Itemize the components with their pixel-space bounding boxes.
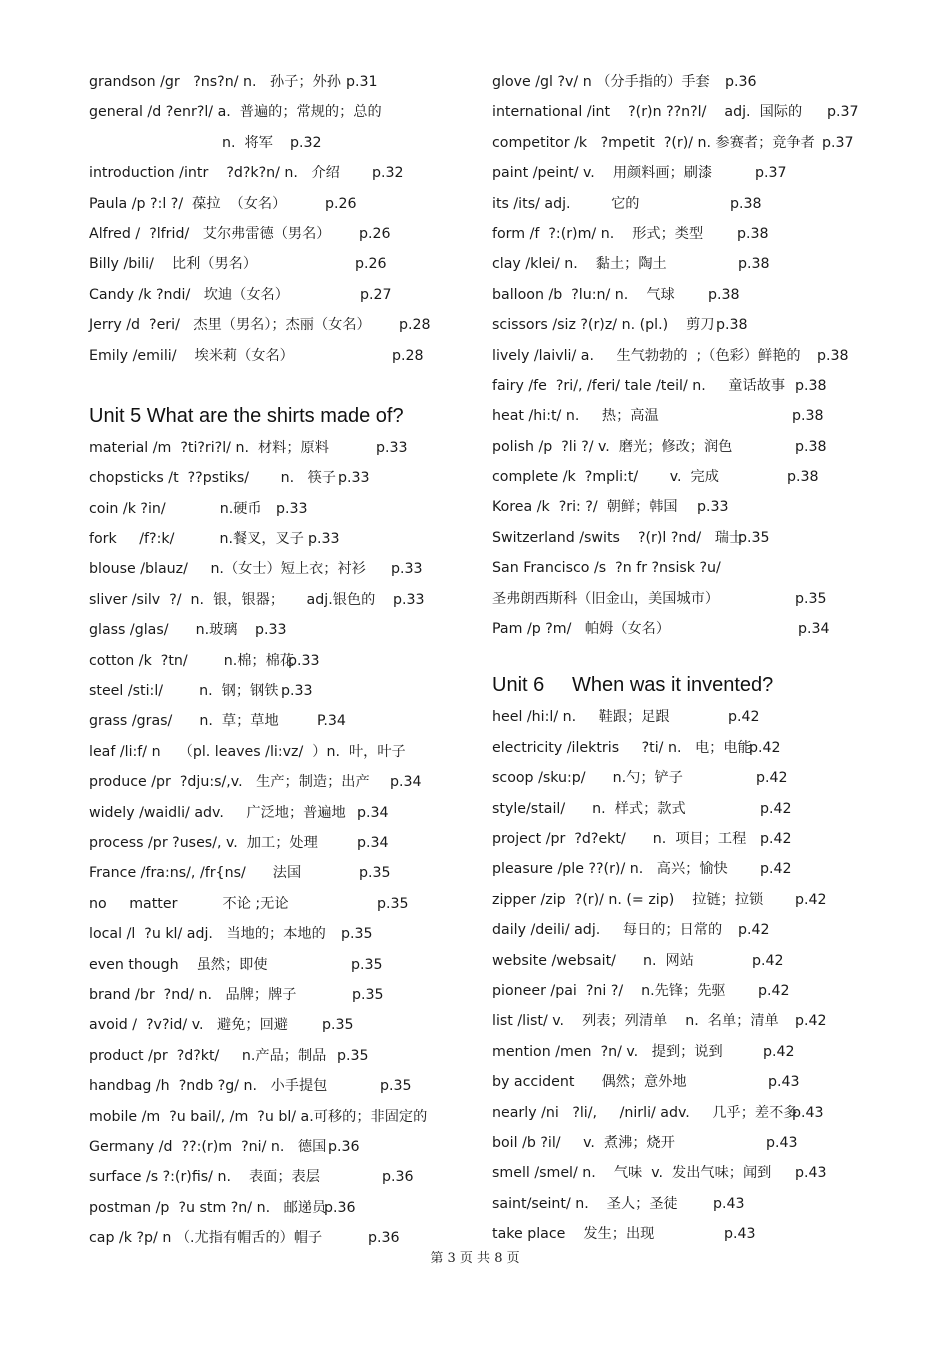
vocab-entry-page: p.34 xyxy=(390,774,422,791)
vocab-entry xyxy=(492,1037,932,1067)
vocab-entry-page: p.42 xyxy=(795,1013,827,1030)
vocab-entry xyxy=(492,401,932,431)
vocab-entry-text: scoop /sku:p/ n.勺；铲子 xyxy=(492,770,683,787)
vocab-entry-page: p.38 xyxy=(716,317,748,334)
vocab-entry xyxy=(492,523,932,553)
vocab-entry xyxy=(492,1067,932,1097)
vocab-entry xyxy=(89,158,479,188)
unit6-heading: Unit 6 When was it invented? xyxy=(492,674,774,697)
vocab-entry-text: Alfred / ?lfrid/ 艾尔弗雷德（男名） xyxy=(89,225,331,242)
vocab-entry xyxy=(492,794,932,824)
vocab-entry-text: Paula /p ?:l ?/ 葆拉 （女名） xyxy=(89,195,287,212)
vocab-entry xyxy=(89,980,479,1010)
vocab-entry-page: p.43 xyxy=(724,1226,756,1243)
vocab-entry xyxy=(89,494,479,524)
vocab-entry-text: mobile /m ?u bail/, /m ?u bl/ a.可移的；非固定的 xyxy=(89,1108,428,1125)
vocab-entry-page: P.34 xyxy=(317,713,346,730)
vocab-entry-page: p.26 xyxy=(355,256,387,273)
vocab-entry-page: p.35 xyxy=(337,1047,369,1064)
vocab-entry-text: boil /b ?il/ v. 煮沸；烧开 xyxy=(492,1134,675,1151)
vocab-entry-page: p.42 xyxy=(756,770,788,787)
vocab-entry-text: no matter 不论 ;无论 xyxy=(89,895,289,912)
vocab-entry-text: avoid / ?v?id/ v. 避免；回避 xyxy=(89,1017,288,1034)
vocab-entry xyxy=(492,1158,932,1188)
vocab-entry-page: p.35 xyxy=(351,956,383,973)
vocab-entry xyxy=(492,824,932,854)
vocab-entry-page: p.33 xyxy=(376,439,408,456)
vocab-entry-text: brand /br ?nd/ n. 品牌；牌子 xyxy=(89,986,297,1003)
vocab-entry xyxy=(89,280,479,310)
vocab-entry xyxy=(492,371,932,401)
vocab-entry-page: p.33 xyxy=(338,470,370,487)
vocab-entry-text: 圣弗朗西斯科（旧金山，美国城市） xyxy=(492,590,720,607)
vocab-entry-text: chopsticks /t ??pstiks/ n. 筷子 xyxy=(89,470,336,487)
vocab-entry-page: p.26 xyxy=(359,225,391,242)
vocab-entry xyxy=(492,1189,932,1219)
vocab-entry-text: cotton /k ?tn/ n.棉；棉花 xyxy=(89,652,294,669)
vocab-entry-text: widely /waidli/ adv. 广泛地；普遍地 xyxy=(89,804,346,821)
vocab-entry-page: p.43 xyxy=(713,1195,745,1212)
vocab-entry-text: handbag /h ?ndb ?g/ n. 小手提包 xyxy=(89,1078,328,1095)
vocab-entry xyxy=(89,798,479,828)
unit5-heading: Unit 5 What are the shirts made of? xyxy=(89,404,404,427)
vocab-entry xyxy=(89,341,479,371)
vocab-entry xyxy=(492,1128,932,1158)
vocab-entry-page: p.38 xyxy=(708,286,740,303)
vocab-entry-text: list /list/ v. 列表；列清单 n. 名单；清单 xyxy=(492,1013,779,1030)
vocab-entry xyxy=(492,733,932,763)
vocab-entry-page: p.36 xyxy=(382,1169,414,1186)
vocab-entry-text: process /pr ?uses/, v. 加工；处理 xyxy=(89,834,318,851)
vocab-entry xyxy=(89,615,479,645)
vocab-entry-text: product /pr ?d?kt/ n.产品；制品 xyxy=(89,1047,327,1064)
vocab-entry-text: balloon /b ?lu:n/ n. 气球 xyxy=(492,286,675,303)
vocab-entry-text: project /pr ?d?ekt/ n. 项目；工程 xyxy=(492,830,747,847)
vocab-entry xyxy=(492,128,932,158)
vocab-entry xyxy=(89,1132,479,1162)
vocab-entry-page: p.38 xyxy=(817,347,849,364)
vocab-entry-page: p.28 xyxy=(392,347,424,364)
vocab-entry xyxy=(492,584,932,614)
vocab-entry xyxy=(89,1041,479,1071)
vocab-entry-page: p.27 xyxy=(360,286,392,303)
vocab-entry-page: p.35 xyxy=(380,1078,412,1095)
vocab-entry-text: its /its/ adj. 它的 xyxy=(492,195,640,212)
vocab-entry xyxy=(492,946,932,976)
vocab-entry-page: p.43 xyxy=(792,1104,824,1121)
vocab-entry xyxy=(492,614,932,644)
vocab-entry-page: p.35 xyxy=(738,529,770,546)
vocab-entry-page: p.42 xyxy=(752,952,784,969)
vocab-entry-page: p.38 xyxy=(730,195,762,212)
vocab-entry xyxy=(492,702,932,732)
vocab-entry-page: p.34 xyxy=(357,834,389,851)
left-column xyxy=(89,67,479,1253)
vocab-entry-page: p.33 xyxy=(276,500,308,517)
vocab-entry-text: Emily /emili/ 埃米莉（女名） xyxy=(89,347,294,364)
vocab-entry xyxy=(89,1193,479,1223)
vocab-entry xyxy=(492,1006,932,1036)
vocab-entry-page: p.37 xyxy=(755,165,787,182)
vocab-entry xyxy=(492,97,932,127)
vocab-entry xyxy=(89,433,479,463)
vocab-entry-text: local /l ?u kl/ adj. 当地的；本地的 xyxy=(89,926,326,943)
vocab-entry-page: p.37 xyxy=(822,134,854,151)
vocab-entry-text: Switzerland /swits ?(r)l ?nd/ 瑞士 xyxy=(492,529,744,546)
vocab-entry-page: p.38 xyxy=(738,256,770,273)
vocab-entry-page: p.38 xyxy=(737,225,769,242)
vocab-entry xyxy=(89,828,479,858)
vocab-list-unit6 xyxy=(492,702,932,1249)
vocab-entry-page: p.36 xyxy=(324,1199,356,1216)
vocab-entry xyxy=(89,219,479,249)
vocab-entry xyxy=(492,310,932,340)
vocab-entry-page: p.36 xyxy=(328,1138,360,1155)
vocab-entry-text: international /int ?(r)n ??n?l/ adj. 国际的 xyxy=(492,104,803,121)
vocab-entry-text: paint /peint/ v. 用颜料画；刷漆 xyxy=(492,165,713,182)
vocab-entry-page: p.42 xyxy=(758,982,790,999)
vocab-entry-page: p.38 xyxy=(787,469,819,486)
vocab-entry xyxy=(492,553,932,583)
vocab-entry-text: website /websait/ n. 网站 xyxy=(492,952,694,969)
vocab-entry xyxy=(492,1098,932,1128)
vocab-entry xyxy=(89,585,479,615)
vocab-entry xyxy=(492,67,932,97)
vocab-entry-page: p.34 xyxy=(357,804,389,821)
vocab-entry-page: p.43 xyxy=(766,1134,798,1151)
vocab-entry-text: fork /f?:k/ n.餐叉，叉子 xyxy=(89,531,304,548)
vocab-entry-text: grandson /gr ?ns?n/ n. 孙子；外孙 xyxy=(89,74,341,90)
vocab-entry-text: steel /sti:l/ n. 钢；钢铁 xyxy=(89,683,279,700)
vocab-entry-text: style/stail/ n. 样式；款式 xyxy=(492,800,686,817)
vocab-entry-page: p.28 xyxy=(399,317,431,334)
vocab-entry xyxy=(492,854,932,884)
vocab-entry xyxy=(492,763,932,793)
vocab-entry-page: p.33 xyxy=(697,499,729,516)
vocab-entry xyxy=(492,341,932,371)
vocab-entry-text: smell /smel/ n. 气味 v. 发出气味；闻到 xyxy=(492,1165,772,1182)
vocab-entry-page: p.36 xyxy=(368,1230,400,1247)
vocab-entry-page: p.32 xyxy=(372,165,404,182)
vocab-entry xyxy=(89,189,479,219)
vocab-entry-page: p.33 xyxy=(308,531,340,548)
vocab-entry-page: p.42 xyxy=(760,800,792,817)
vocab-entry xyxy=(492,915,932,945)
spacer xyxy=(89,371,479,399)
vocab-entry-text: Pam /p ?m/ 帕姆（女名） xyxy=(492,621,671,638)
vocab-entry-page: p.35 xyxy=(359,865,391,882)
vocab-entry-page: p.36 xyxy=(725,74,757,90)
vocab-entry-text: fairy /fe ?ri/, /feri/ tale /teil/ n. 童话故事 xyxy=(492,377,786,394)
vocab-entry xyxy=(492,158,932,188)
vocab-entry-text: by accident 偶然；意外地 xyxy=(492,1074,687,1091)
vocab-entry-text: Billy /bili/ 比利（男名） xyxy=(89,256,258,273)
right-column xyxy=(492,67,932,1249)
vocab-entry xyxy=(89,249,479,279)
vocab-entry-page: p.38 xyxy=(795,438,827,455)
vocab-entry xyxy=(492,189,932,219)
vocab-entry-text: San Francisco /s ?n fr ?nsisk ?u/ xyxy=(492,560,721,577)
vocab-entry-text: France /fra:ns/, /fr{ns/ 法国 xyxy=(89,865,302,882)
vocab-entry-page: p.37 xyxy=(827,104,859,121)
vocab-entry-page: p.26 xyxy=(325,195,357,212)
vocab-entry-text: pleasure /ple ??(r)/ n. 高兴；愉快 xyxy=(492,861,728,878)
vocab-entry xyxy=(89,706,479,736)
vocab-entry-text: glass /glas/ n.玻璃 xyxy=(89,622,238,639)
vocab-entry-page: p.35 xyxy=(322,1017,354,1034)
vocab-entry-text: produce /pr ?dju:s/,v. 生产；制造；出产 xyxy=(89,774,370,791)
vocab-entry xyxy=(89,97,479,127)
vocab-list-top-left xyxy=(89,67,479,371)
vocab-entry-page: p.35 xyxy=(341,926,373,943)
vocab-entry xyxy=(89,1071,479,1101)
vocab-entry-page: p.33 xyxy=(255,622,287,639)
vocab-entry-page: p.33 xyxy=(281,683,313,700)
vocab-entry xyxy=(89,310,479,340)
vocab-entry-page: p.35 xyxy=(795,590,827,607)
vocab-entry-text: scissors /siz ?(r)z/ n. (pl.) 剪刀 xyxy=(492,317,715,334)
vocab-entry xyxy=(89,524,479,554)
vocab-entry xyxy=(492,249,932,279)
vocab-entry-text: n. 将军 xyxy=(222,134,273,151)
vocab-entry-page: p.34 xyxy=(798,621,830,638)
vocab-entry-text: polish /p ?li ?/ v. 磨光；修改；润色 xyxy=(492,438,733,455)
vocab-entry xyxy=(89,554,479,584)
vocab-entry-text: form /f ?:(r)m/ n. 形式；类型 xyxy=(492,225,704,242)
vocab-entry-text: Germany /d ??:(r)m ?ni/ n. 德国 xyxy=(89,1138,327,1155)
vocab-entry-text: zipper /zip ?(r)/ n. (= zip) 拉链；拉锁 xyxy=(492,891,764,908)
vocab-entry-page: p.42 xyxy=(738,922,770,939)
vocab-entry-page: p.42 xyxy=(728,709,760,726)
vocab-entry-text: cap /k ?p/ n （.尤指有帽舌的）帽子 xyxy=(89,1230,323,1247)
vocab-entry-page: p.42 xyxy=(795,891,827,908)
vocab-entry xyxy=(89,67,479,97)
vocab-entry xyxy=(89,1162,479,1192)
vocab-entry-text: Jerry /d ?eri/ 杰里（男名）；杰丽（女名） xyxy=(89,317,371,334)
vocab-entry-text: coin /k ?in/ n.硬币 xyxy=(89,500,262,517)
vocab-entry-text: sliver /silv ?/ n. 银，银器； adj.银色的 xyxy=(89,591,376,608)
vocab-list-top-right xyxy=(492,67,932,644)
vocab-entry-text: take place 发生；出现 xyxy=(492,1226,655,1243)
vocab-entry xyxy=(492,492,932,522)
vocab-entry-text: heel /hi:l/ n. 鞋跟；足跟 xyxy=(492,709,670,726)
vocab-entry-page: p.31 xyxy=(346,74,378,90)
vocab-entry-text: electricity /ilektris ?ti/ n. 电；电能 xyxy=(492,739,752,756)
vocab-entry-text: Candy /k ?ndi/ 坎迪（女名） xyxy=(89,286,289,303)
vocab-entry-page: p.33 xyxy=(288,652,320,669)
vocab-entry-text: complete /k ?mpli:t/ v. 完成 xyxy=(492,469,719,486)
vocab-entry-text: even though 虽然；即使 xyxy=(89,956,268,973)
vocab-entry xyxy=(89,128,479,158)
vocab-entry-text: grass /gras/ n. 草；草地 xyxy=(89,713,279,730)
vocab-entry xyxy=(492,885,932,915)
vocab-entry xyxy=(89,950,479,980)
vocab-entry-text: postman /p ?u stm ?n/ n. 邮递员 xyxy=(89,1199,327,1216)
vocab-entry-text: surface /s ?:(r)fis/ n. 表面；表层 xyxy=(89,1169,320,1186)
vocab-entry-page: p.43 xyxy=(795,1165,827,1182)
vocab-entry-text: pioneer /pai ?ni ?/ n.先锋；先驱 xyxy=(492,982,726,999)
vocab-entry xyxy=(89,1010,479,1040)
vocab-entry-page: p.42 xyxy=(763,1043,795,1060)
vocab-entry-page: p.42 xyxy=(760,830,792,847)
vocab-entry-page: p.43 xyxy=(768,1074,800,1091)
vocab-entry xyxy=(89,919,479,949)
spacer xyxy=(492,644,932,668)
vocab-entry-text: general /d ?enr?l/ a. 普遍的；常规的；总的 xyxy=(89,104,382,121)
vocab-entry-page: p.38 xyxy=(792,408,824,425)
vocab-entry xyxy=(492,280,932,310)
vocab-entry-text: introduction /intr ?d?k?n/ n. 介绍 xyxy=(89,165,340,182)
vocab-entry-text: glove /gl ?v/ n （分手指的）手套 xyxy=(492,74,710,90)
vocab-entry-text: material /m ?ti?ri?l/ n. 材料；原料 xyxy=(89,439,329,456)
vocab-entry-page: p.35 xyxy=(352,986,384,1003)
vocab-list-unit5 xyxy=(89,433,479,1254)
page-footer: 第 3 页 共 8 页 xyxy=(430,1251,520,1266)
vocab-entry-text: leaf /li:f/ n （pl. leaves /li:vz/ ）n. 叶，叶子 xyxy=(89,743,406,760)
vocab-entry xyxy=(89,676,479,706)
vocab-entry-page: p.33 xyxy=(393,591,425,608)
vocab-entry xyxy=(492,976,932,1006)
vocab-entry xyxy=(89,1102,479,1132)
vocab-entry xyxy=(89,767,479,797)
vocab-entry-text: Korea /k ?ri: ?/ 朝鲜；韩国 xyxy=(492,499,678,516)
vocab-entry-text: heat /hi:t/ n. 热；高温 xyxy=(492,408,659,425)
vocab-entry-page: p.42 xyxy=(760,861,792,878)
vocab-entry-page: p.35 xyxy=(377,895,409,912)
vocab-entry-text: lively /laivli/ a. 生气勃勃的 ;（色彩）鲜艳的 xyxy=(492,347,801,364)
vocab-entry xyxy=(89,463,479,493)
vocab-entry-text: competitor /k ?mpetit ?(r)/ n. 参赛者；竞争者 xyxy=(492,134,815,151)
vocab-entry-text: saint/seint/ n. 圣人；圣徒 xyxy=(492,1195,678,1212)
vocab-entry xyxy=(89,737,479,767)
vocab-entry-text: daily /deili/ adj. 每日的；日常的 xyxy=(492,922,723,939)
vocab-entry xyxy=(492,219,932,249)
vocab-entry-text: nearly /ni ?li/, /nirli/ adv. 几乎；差不多 xyxy=(492,1104,798,1121)
vocab-entry xyxy=(89,858,479,888)
vocab-entry xyxy=(492,462,932,492)
vocab-entry-page: p.32 xyxy=(290,134,322,151)
vocab-entry xyxy=(492,1219,932,1249)
vocab-entry-text: blouse /blauz/ n.（女士）短上衣；衬衫 xyxy=(89,561,366,578)
vocab-entry xyxy=(492,432,932,462)
vocab-entry-page: p.33 xyxy=(391,561,423,578)
vocab-entry-text: mention /men ?n/ v. 提到；说到 xyxy=(492,1043,723,1060)
vocab-entry-text: clay /klei/ n. 黏土；陶土 xyxy=(492,256,667,273)
vocab-entry xyxy=(89,889,479,919)
vocab-entry xyxy=(89,646,479,676)
vocab-entry-page: p.38 xyxy=(795,377,827,394)
vocab-entry-page: p.42 xyxy=(749,739,781,756)
